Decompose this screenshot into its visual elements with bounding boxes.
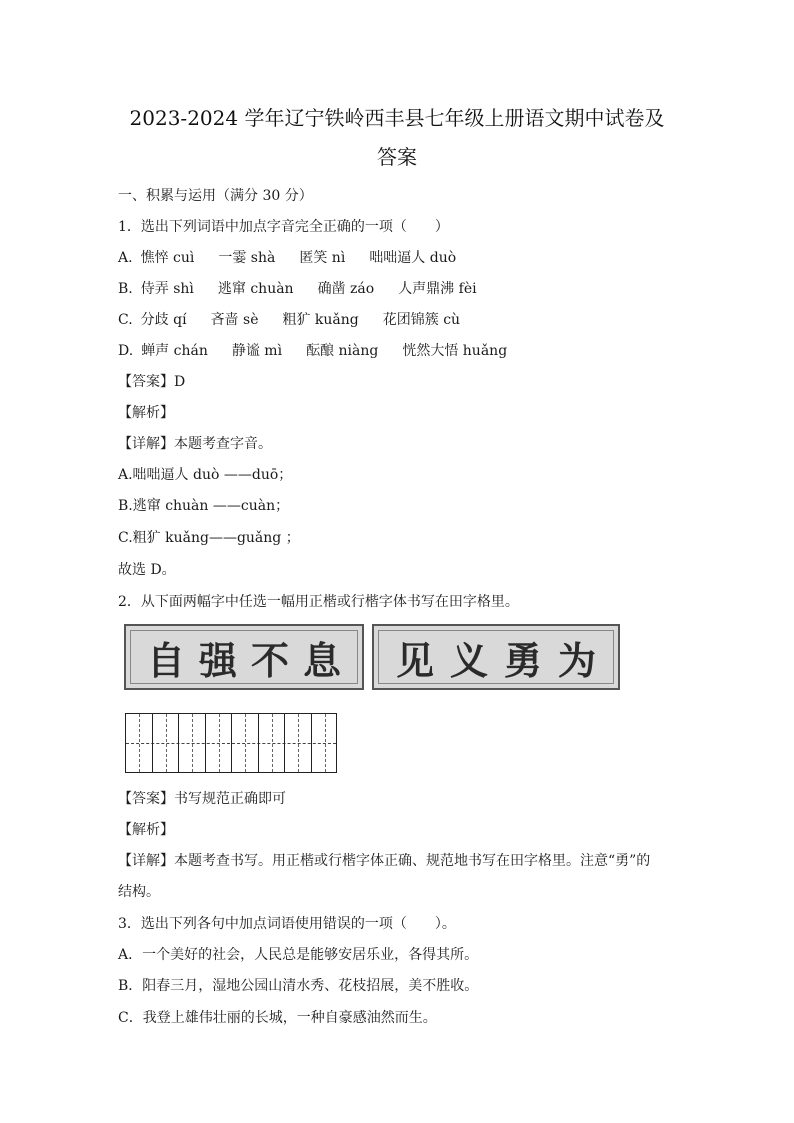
option-item: 憔悴 cuì xyxy=(140,250,195,266)
option-item: 逃窜 chuàn xyxy=(217,281,294,297)
calligraphy-sample-2 xyxy=(372,624,620,690)
question-1-conclusion: 故选 D。 xyxy=(118,562,176,578)
option-item: 恍然大悟 huǎng xyxy=(402,343,508,359)
question-1-option-c xyxy=(118,310,484,330)
option-item: 人声鼎沸 fèi xyxy=(398,281,477,297)
option-item: 匿笑 nì xyxy=(299,250,346,266)
calligraphy-character: 见 xyxy=(395,637,434,683)
section-heading: 一、积累与运用（满分 30 分） xyxy=(118,188,313,204)
option-item: 一霎 shà xyxy=(218,250,276,266)
option-item: 分歧 qí xyxy=(140,312,187,328)
option-label: B. xyxy=(118,281,133,297)
question-3-option-a: A．一个美好的社会，人民总是能够安居乐业，各得其所。 xyxy=(118,947,479,963)
calligraphy-character: 不 xyxy=(250,637,289,683)
option-label: C. xyxy=(118,312,133,328)
calligraphy-sample-1 xyxy=(124,624,364,690)
question-2-answer: 【答案】书写规范正确即可 xyxy=(118,791,286,807)
calligraphy-character: 息 xyxy=(302,637,341,683)
calligraphy-character: 强 xyxy=(198,637,237,683)
question-1-detail: 【详解】本题考查字音。 xyxy=(118,436,272,452)
option-item: 酝酿 niàng xyxy=(306,343,379,359)
document-title-line-2: 答案 xyxy=(377,145,417,169)
question-1-stem: 1．选出下列词语中加点字音完全正确的一项（ ） xyxy=(118,219,449,235)
option-item: 蝉声 chán xyxy=(141,343,208,359)
tianzige-writing-grid xyxy=(125,713,337,773)
option-item: 花团锦簇 cù xyxy=(382,312,461,328)
calligraphy-character: 自 xyxy=(146,637,185,683)
calligraphy-character: 义 xyxy=(449,637,488,683)
option-item: 静谧 mì xyxy=(231,343,283,359)
question-2-detail-line-1: 【详解】本题考查书写。用正楷或行楷字体正确、规范地书写在田字格里。注意“勇”的 xyxy=(118,853,651,869)
option-item: 吝啬 sè xyxy=(210,312,259,328)
calligraphy-character: 为 xyxy=(557,637,596,683)
calligraphy-samples xyxy=(124,624,624,692)
question-1-explanation-a: A.咄咄逼人 duò ——duō； xyxy=(118,467,293,483)
option-item: 侍弄 shì xyxy=(140,281,194,297)
option-item: 粗犷 kuǎng xyxy=(282,312,359,328)
question-2-analysis: 【解析】 xyxy=(118,822,174,838)
option-item: 确凿 záo xyxy=(317,281,375,297)
calligraphy-character: 勇 xyxy=(503,637,542,683)
question-1-option-d xyxy=(118,341,531,361)
question-1-answer: 【答案】D xyxy=(118,374,186,390)
option-label: D. xyxy=(118,343,134,359)
document-title-line-1: 2023-2024 学年辽宁铁岭西丰县七年级上册语文期中试卷及 xyxy=(129,106,665,130)
question-3-option-c: C．我登上雄伟壮丽的长城，一种自豪感油然而生。 xyxy=(118,1010,437,1026)
option-label: A. xyxy=(118,250,133,266)
question-3-option-b: B．阳春三月，湿地公园山清水秀、花枝招展，美不胜收。 xyxy=(118,978,479,994)
question-2-detail-line-2: 结构。 xyxy=(118,884,160,900)
question-1-explanation-c: C.粗犷 kuǎng——guǎng ； xyxy=(118,530,300,546)
question-2-stem: 2．从下面两幅字中任选一幅用正楷或行楷字体书写在田字格里。 xyxy=(118,594,519,610)
question-3-stem: 3．选出下列各句中加点词语使用错误的一项（ ）。 xyxy=(118,916,456,932)
question-1-option-a xyxy=(118,248,480,268)
option-item: 咄咄逼人 duò xyxy=(369,250,457,266)
question-1-option-b xyxy=(118,279,501,299)
question-1-analysis: 【解析】 xyxy=(118,405,174,421)
question-1-explanation-b: B.逃窜 chuàn ——cuàn； xyxy=(118,498,290,514)
